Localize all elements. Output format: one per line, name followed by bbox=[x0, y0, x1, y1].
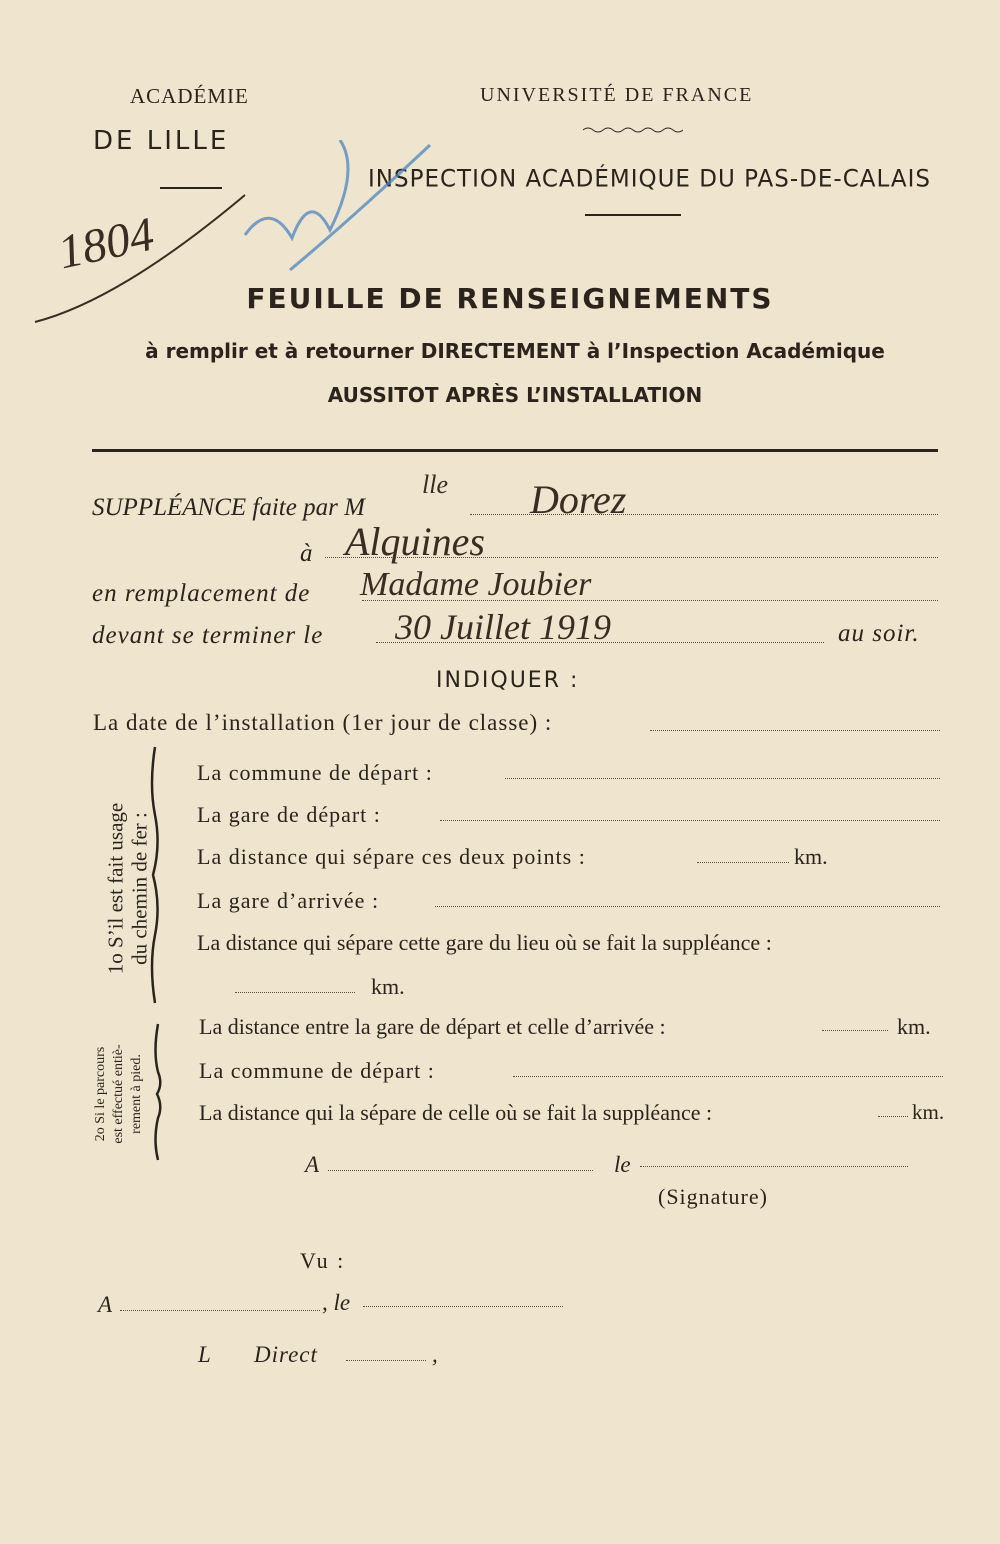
au-soir-label: au soir. bbox=[838, 620, 920, 647]
rail-km-1: km. bbox=[794, 844, 828, 869]
foot-side-label-2: est effectué entiè- bbox=[111, 1044, 126, 1144]
form-subtitle-2: AUSSITOT APRÈS L’INSTALLATION bbox=[327, 383, 703, 407]
handwritten-number: 1804 bbox=[53, 207, 159, 280]
sign-a-label: A bbox=[305, 1152, 320, 1177]
vu-label: Vu : bbox=[300, 1248, 346, 1273]
rail-side-label-1: 1o S’il est fait usage bbox=[103, 802, 128, 975]
terminer-label: devant se terminer le bbox=[92, 622, 324, 649]
rail-gare-arrivee-line[interactable] bbox=[435, 906, 940, 907]
direct-label: Direct bbox=[254, 1342, 318, 1367]
remplacement-value[interactable]: Madame Joubier bbox=[360, 566, 592, 603]
rail-commune-depart-line[interactable] bbox=[505, 778, 940, 779]
rail-side-label-2: du chemin de fer : bbox=[127, 812, 152, 965]
vu-le-label: , le bbox=[322, 1290, 351, 1315]
universite-label: UNIVERSITÉ DE FRANCE bbox=[480, 84, 754, 106]
rail-gare-depart-line[interactable] bbox=[440, 820, 940, 821]
academie-city: DE LILLE bbox=[93, 126, 230, 156]
rail-km-2: km. bbox=[371, 974, 405, 999]
rail-side-label bbox=[84, 768, 152, 1008]
sign-le-line[interactable] bbox=[640, 1166, 908, 1167]
rail-distance-points-line[interactable] bbox=[697, 862, 789, 863]
vu-a-line[interactable] bbox=[120, 1310, 320, 1311]
date-installation-line[interactable] bbox=[650, 730, 940, 731]
direct-comma: , bbox=[432, 1342, 438, 1367]
sign-a-line[interactable] bbox=[328, 1170, 593, 1171]
sign-le-label: le bbox=[614, 1152, 631, 1177]
l-label: L bbox=[198, 1342, 211, 1367]
foot-distance-label: La distance qui la sépare de celle où se fait la suppléance : bbox=[199, 1100, 713, 1125]
remplacement-label: en remplacement de bbox=[92, 580, 311, 607]
indiquer-label: INDIQUER : bbox=[436, 668, 580, 693]
rail-distance-points-label: La distance qui sépare ces deux points : bbox=[197, 844, 586, 869]
vu-a-label: A bbox=[98, 1292, 113, 1317]
rail-gare-depart-label: La gare de départ : bbox=[197, 802, 381, 827]
rail-distance-lieu-label: La distance qui sépare cette gare du lieu où se fait la suppléance : bbox=[197, 930, 772, 955]
title-divider bbox=[92, 449, 938, 452]
direct-line[interactable] bbox=[346, 1360, 426, 1361]
form-subtitle-1: à remplir et à retourner DIRECTEMENT à l’Inspection Académique bbox=[145, 339, 885, 363]
suppleance-name[interactable]: Dorez bbox=[530, 477, 627, 522]
foot-side-label bbox=[92, 1030, 150, 1158]
rail-km-3: km. bbox=[897, 1014, 931, 1039]
form-title: FEUILLE DE RENSEIGNEMENTS bbox=[246, 282, 774, 315]
suppleance-label: SUPPLÉANCE faite par M bbox=[92, 494, 365, 521]
terminer-value[interactable]: 30 Juillet 1919 bbox=[395, 607, 611, 647]
rail-brace bbox=[145, 745, 167, 1007]
inspection-label: INSPECTION ACADÉMIQUE DU PAS-DE-CALAIS bbox=[368, 165, 931, 193]
signature-label: (Signature) bbox=[658, 1184, 768, 1209]
header-ornament-right bbox=[585, 214, 681, 216]
date-installation-label: La date de l’installation (1er jour de classe) : bbox=[93, 710, 553, 735]
rail-commune-depart-label: La commune de départ : bbox=[197, 760, 433, 785]
wavy-ornament bbox=[583, 120, 683, 130]
foot-commune-depart-label: La commune de départ : bbox=[199, 1058, 435, 1083]
a-label: à bbox=[300, 540, 313, 567]
foot-distance-line[interactable] bbox=[878, 1116, 908, 1117]
vu-le-line[interactable] bbox=[363, 1306, 563, 1307]
rail-distance-gares-label: La distance entre la gare de départ et celle d’arrivée : bbox=[199, 1014, 666, 1039]
foot-brace bbox=[150, 1022, 168, 1162]
foot-km: km. bbox=[912, 1100, 945, 1124]
rail-distance-lieu-line[interactable] bbox=[235, 992, 355, 993]
rail-distance-gares-line[interactable] bbox=[822, 1030, 888, 1031]
foot-side-label-3: rement à pied. bbox=[129, 1054, 144, 1134]
rail-gare-arrivee-label: La gare d’arrivée : bbox=[197, 888, 380, 913]
foot-side-label-1: 2o Si le parcours bbox=[93, 1046, 108, 1142]
a-value[interactable]: Alquines bbox=[345, 519, 485, 564]
foot-commune-depart-line[interactable] bbox=[513, 1076, 943, 1077]
suppleance-title: lle bbox=[422, 470, 448, 499]
academie-label: ACADÉMIE bbox=[130, 84, 249, 108]
